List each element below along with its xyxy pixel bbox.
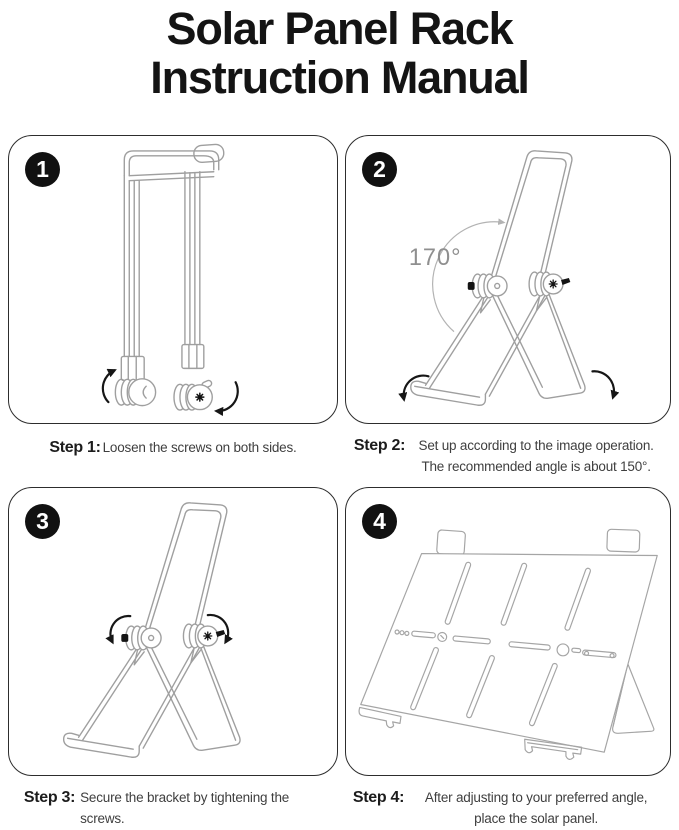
step-number: 2 bbox=[373, 156, 386, 182]
step-panel-1 bbox=[8, 135, 338, 424]
step2-text: Set up according to the image operation. The recommended angle is about 150°. bbox=[418, 438, 654, 474]
step4-illustration bbox=[346, 488, 670, 775]
step3-label: Step 3: bbox=[23, 789, 76, 806]
a-frame-rack-line-art bbox=[64, 503, 240, 757]
step1-caption bbox=[8, 438, 338, 459]
step1-label: Step 1: bbox=[49, 439, 101, 456]
step3-text: Secure the bracket by tightening the screws. bbox=[80, 790, 290, 826]
folded-rack-line-art bbox=[115, 144, 224, 410]
step-number-badge bbox=[362, 504, 397, 539]
spread-arrow-icons bbox=[404, 371, 614, 399]
step-panel-4 bbox=[345, 487, 671, 776]
screw-star-icon bbox=[204, 632, 212, 640]
step4-text: After adjusting to your preferred angle, place the solar panel. bbox=[424, 790, 648, 826]
step2-label: Step 2: bbox=[353, 437, 406, 454]
step-number: 1 bbox=[36, 156, 49, 182]
step-number-badge bbox=[25, 152, 60, 187]
step4-caption bbox=[345, 788, 671, 830]
step1-illustration bbox=[9, 136, 337, 423]
step3-caption bbox=[8, 788, 338, 830]
step-number: 4 bbox=[373, 508, 386, 534]
screw-star-icon bbox=[549, 280, 557, 288]
angle-label: 170° bbox=[408, 244, 462, 272]
page-title bbox=[0, 4, 679, 102]
a-frame-rack-line-art bbox=[408, 151, 585, 405]
step3-illustration bbox=[9, 488, 337, 775]
screw-star-icon bbox=[196, 393, 204, 401]
step-number-badge bbox=[25, 504, 60, 539]
step-number-badge bbox=[362, 152, 397, 187]
step-panel-3 bbox=[8, 487, 338, 776]
title-line-1: Solar Panel Rack bbox=[166, 3, 513, 54]
assembled-rack-line-art bbox=[359, 529, 657, 759]
step4-label: Step 4: bbox=[352, 789, 405, 806]
step-number: 3 bbox=[36, 508, 49, 534]
step2-caption bbox=[345, 436, 671, 478]
title-line-2: Instruction Manual bbox=[150, 52, 529, 104]
step-panel-2 bbox=[345, 135, 671, 424]
step1-text: Loosen the screws on both sides. bbox=[102, 440, 297, 455]
step2-illustration bbox=[346, 136, 670, 423]
